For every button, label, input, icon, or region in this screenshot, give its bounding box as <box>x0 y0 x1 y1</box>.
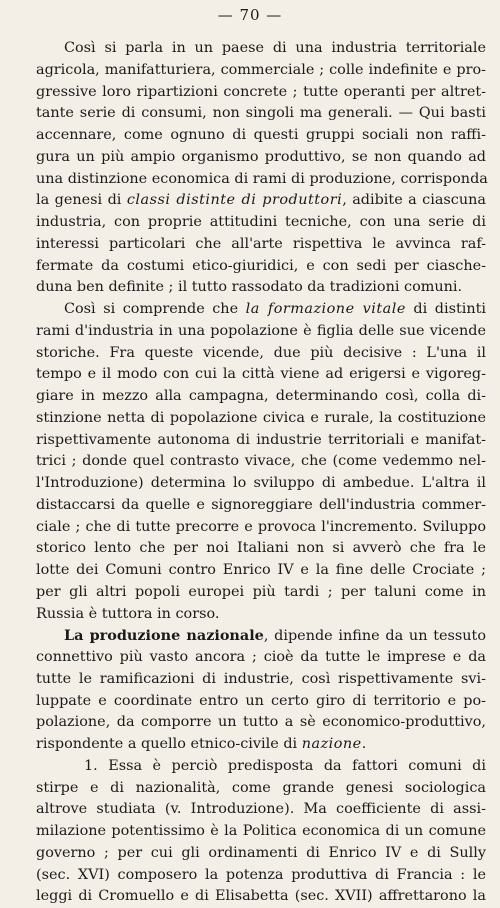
text-segment: industria, con proprie attitudini tecniche, con una serie di <box>36 214 486 230</box>
text-line <box>36 734 486 756</box>
text-line <box>36 343 486 365</box>
text-line <box>36 103 486 125</box>
text-line <box>36 886 486 908</box>
italic-phrase: classi distinte di produttori <box>126 192 343 209</box>
text-line <box>36 582 486 604</box>
text-line <box>36 125 486 147</box>
text-segment: polazione, da comporre un tutto a sè economico-produttivo, <box>36 714 486 731</box>
text-line <box>36 386 486 408</box>
text-segment: giare in mezzo alla campagna, determinando così, colla di- <box>36 388 486 404</box>
text-segment: tante serie di consumi, non singoli ma generali. — Qui basti <box>36 105 486 122</box>
text-line <box>36 517 486 539</box>
body-text <box>36 38 486 908</box>
text-line <box>36 604 486 626</box>
text-segment: agricola, manifatturiera, commerciale ; colle indefinite e pro- <box>36 61 486 78</box>
text-segment: tutte le ramificazioni di industrie, così rispettivamente svi- <box>36 670 486 687</box>
text-segment: 1. Essa è perciò predisposta da fattori comuni di <box>84 757 486 774</box>
text-line <box>36 408 486 430</box>
text-line <box>36 865 486 887</box>
text-segment: la genesi di <box>36 192 127 209</box>
text-line <box>36 212 486 234</box>
text-segment: rispondente a quello etnico-civile di <box>36 736 302 752</box>
text-line <box>36 625 486 647</box>
text-line <box>36 712 486 734</box>
text-segment: storiche. Fra queste vicende, due più decisive : L'una il <box>36 344 486 361</box>
text-line <box>36 321 486 343</box>
text-segment: interessi particolari che all'arte rispettiva le avvinca raf- <box>36 235 486 252</box>
text-segment: una distinzione economica di rami di produzione, corrisponda <box>36 170 488 187</box>
text-segment: rami d'industria in una popolazione è figlia delle sue vicende <box>36 322 486 339</box>
text-segment: duna ben definite ; il tutto rassodato da tradizioni comuni. <box>36 279 463 296</box>
text-segment: storico lento che per noi Italiani non si avverò che fra le <box>36 540 486 557</box>
text-line <box>36 778 486 800</box>
text-segment: Così si parla in un paese di una industria territoriale <box>64 40 486 56</box>
text-segment: leggi di Cromuello e di Elisabetta (sec. XVII) affrettarono la <box>36 888 486 905</box>
text-segment: luppate e coordinate entro un certo giro di territorio e po- <box>36 692 486 709</box>
text-segment: milazione potentissimo è la Politica economica di un comune <box>36 823 486 839</box>
text-segment: fermate da costumi etico-giuridici, e con sedi per ciasche- <box>36 257 486 274</box>
text-segment: l'Introduzione) determina lo sviluppo di ambedue. L'altra il <box>36 475 486 491</box>
text-line <box>36 756 486 778</box>
text-line <box>36 538 486 560</box>
text-line <box>36 60 486 82</box>
text-line <box>36 430 486 452</box>
text-segment: accennare, come ognuno di questi gruppi sociali non raffi- <box>36 127 486 143</box>
text-line <box>36 38 486 60</box>
text-line <box>36 560 486 582</box>
text-segment: per gli altri popoli europei più tardi ; per taluni come in <box>36 583 486 600</box>
text-segment: connettivo più vasto ancora ; cioè da tutte le imprese e da <box>36 649 486 665</box>
text-segment: Russia è tuttora in corso. <box>36 605 220 622</box>
text-segment: di distinti <box>405 301 486 317</box>
text-line <box>36 234 486 256</box>
text-line <box>36 277 486 299</box>
text-segment: rispettivamente autonoma di industrie territoriali e manifat- <box>36 431 486 448</box>
italic-phrase: nazione <box>301 736 362 752</box>
text-line <box>36 147 486 169</box>
text-segment: lotte dei Comuni contro Enrico IV e la fine delle Crociate ; <box>36 562 486 578</box>
text-segment: governo ; per cui gli ordinamenti di Enrico IV e di Sully <box>36 844 486 861</box>
text-segment: altrove studiata (v. Introduzione). Ma coefficiente di assi- <box>36 801 486 818</box>
text-segment: stinzione netta di popolazione civica e rurale, la costituzione <box>36 409 486 426</box>
text-segment: gura un più ampio organismo produttivo, se non quando ad <box>36 148 486 165</box>
bold-heading-phrase: La produzione nazionale <box>64 627 264 645</box>
text-segment: (sec. XVI) composero la potenza produttiva di Francia : le <box>36 866 486 883</box>
text-segment: Così si comprende che <box>64 301 246 317</box>
text-line <box>36 169 486 191</box>
italic-phrase: la formazione vitale <box>245 301 406 317</box>
text-line <box>36 82 486 104</box>
text-line <box>36 299 486 321</box>
text-segment: ciale ; che di tutte precorre e provoca l'incremento. Sviluppo <box>36 518 486 535</box>
text-segment: , adibite a ciascuna <box>342 192 486 209</box>
text-line <box>36 669 486 691</box>
text-line <box>36 256 486 278</box>
text-line <box>36 691 486 713</box>
text-line <box>36 473 486 495</box>
text-segment: . <box>361 736 367 752</box>
text-line <box>36 843 486 865</box>
text-segment: distaccarsi da quelle e signoreggiare dell'industria commer- <box>36 496 486 513</box>
text-line <box>36 364 486 386</box>
text-line <box>36 647 486 669</box>
text-segment: gressive loro ripartizioni concrete ; tutte operanti per altret- <box>36 83 486 100</box>
text-line <box>36 495 486 517</box>
text-segment: stirpe e di nazionalità, come grande genesi sociologica <box>36 779 486 796</box>
text-line <box>36 190 486 212</box>
text-line <box>36 799 486 821</box>
page-number: — 70 — <box>217 6 283 24</box>
text-line <box>36 451 486 473</box>
text-segment: , dipende infine da un tessuto <box>263 628 486 645</box>
text-segment: trici ; donde quel contrasto vivace, che (come vedemmo nel- <box>36 453 486 470</box>
text-segment: tempo e il modo con cui la città viene ad erigersi e vigoreg- <box>36 366 486 383</box>
text-line <box>36 821 486 843</box>
